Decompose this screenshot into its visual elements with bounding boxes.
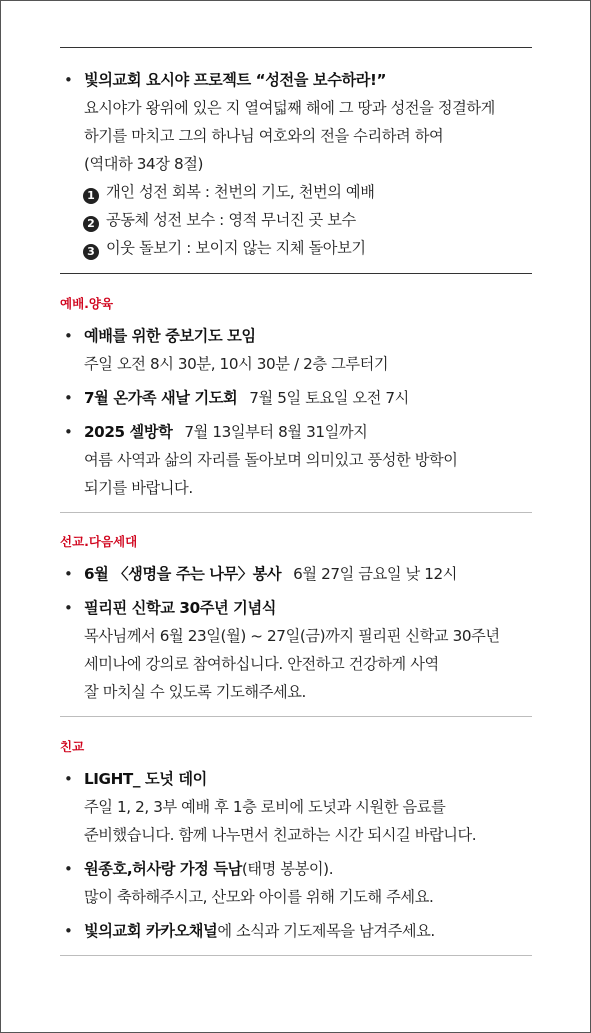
bullet-dot: • bbox=[64, 389, 73, 407]
project-verse-ref: (역대하 34장 8절) bbox=[84, 155, 204, 173]
circled-number-3-icon: 3 bbox=[83, 244, 99, 260]
item-detail: 세미나에 강의로 참여하십니다. 안전하고 건강하게 사역 bbox=[84, 655, 439, 673]
bullet-dot: • bbox=[64, 770, 73, 788]
item-detail: 잘 마치실 수 있도록 기도해주세요. bbox=[84, 683, 306, 701]
project-title: 빛의교회 요시야 프로젝트 “성전을 보수하라!” bbox=[84, 71, 387, 89]
fellowship-section bbox=[60, 717, 532, 955]
item-heading: LIGHT_ 도넛 데이 bbox=[84, 770, 207, 788]
project-verse-line-2: 하기를 마치고 그의 하나님 여호와의 전을 수리하려 하여 bbox=[84, 127, 444, 145]
project-goal-3: 3 이웃 돌보기 : 보이지 않는 지체 돌아보기 bbox=[83, 234, 532, 262]
bullet-dot: • bbox=[64, 922, 73, 940]
section-title-fellowship: 친교 bbox=[60, 739, 85, 754]
item-heading: 7월 온가족 새날 기도회 7월 5일 토요일 오전 7시 bbox=[84, 389, 409, 407]
mission-section bbox=[60, 513, 532, 716]
bottom-divider bbox=[60, 955, 532, 956]
item-heading: 빛의교회 카카오채널에 소식과 기도제목을 남겨주세요. bbox=[84, 922, 435, 940]
item-detail: 여름 사역과 삶의 자리를 돌아보며 의미있고 풍성한 방학이 bbox=[84, 451, 458, 469]
item-heading: 2025 셀방학 7월 13일부터 8월 31일까지 bbox=[84, 423, 368, 441]
bullet-dot: • bbox=[64, 71, 73, 89]
item-detail: 주일 오전 8시 30분, 10시 30분 / 2층 그루터기 bbox=[84, 355, 389, 373]
item-detail: 목사님께서 6월 23일(월) ~ 27일(금)까지 필리핀 신학교 30주년 bbox=[84, 627, 500, 645]
mission-item-seminary bbox=[60, 594, 532, 706]
fellowship-item-donut-day bbox=[60, 765, 532, 849]
item-detail: 준비했습니다. 함께 나누면서 친교하는 시간 되시길 바랍니다. bbox=[84, 826, 477, 844]
item-heading: 6월 〈생명을 주는 나무〉봉사 6월 27일 금요일 낮 12시 bbox=[84, 565, 458, 583]
project-section bbox=[60, 48, 532, 273]
section-title-worship: 예배.양육 bbox=[60, 296, 114, 311]
item-heading: 원종호,허사랑 가정 득남(태명 봉봉이). bbox=[84, 860, 334, 878]
bullet-dot: • bbox=[64, 860, 73, 878]
section-title-mission: 선교.다음세대 bbox=[60, 534, 138, 549]
mission-item-volunteer bbox=[60, 560, 532, 588]
bullet-dot: • bbox=[64, 599, 73, 617]
fellowship-item-birth bbox=[60, 855, 532, 911]
project-goal-2: 2 공동체 성전 보수 : 영적 무너진 곳 보수 bbox=[83, 206, 532, 234]
worship-section bbox=[60, 274, 532, 512]
fellowship-item-kakao-channel bbox=[60, 917, 532, 945]
project-verse-line-1: 요시야가 왕위에 있은 지 열여덟째 해에 그 땅과 성전을 정결하게 bbox=[84, 99, 495, 117]
worship-item-dawn-prayer bbox=[60, 384, 532, 412]
item-heading: 필리핀 신학교 30주년 기념식 bbox=[84, 599, 276, 617]
circled-number-2-icon: 2 bbox=[83, 216, 99, 232]
project-item bbox=[60, 66, 532, 262]
bulletin-content bbox=[60, 47, 532, 956]
item-heading: 예배를 위한 중보기도 모임 bbox=[84, 327, 256, 345]
item-detail: 되기를 바랍니다. bbox=[84, 479, 193, 497]
item-detail: 주일 1, 2, 3부 예배 후 1층 로비에 도넛과 시원한 음료를 bbox=[84, 798, 446, 816]
circled-number-1-icon: 1 bbox=[83, 188, 99, 204]
bullet-dot: • bbox=[64, 327, 73, 345]
bullet-dot: • bbox=[64, 565, 73, 583]
item-detail: 많이 축하해주시고, 산모와 아이를 위해 기도해 주세요. bbox=[84, 888, 434, 906]
worship-item-prayer bbox=[60, 322, 532, 378]
project-goal-1: 1 개인 성전 회복 : 천번의 기도, 천번의 예배 bbox=[83, 178, 532, 206]
worship-item-cell-break bbox=[60, 418, 532, 502]
bullet-dot: • bbox=[64, 423, 73, 441]
